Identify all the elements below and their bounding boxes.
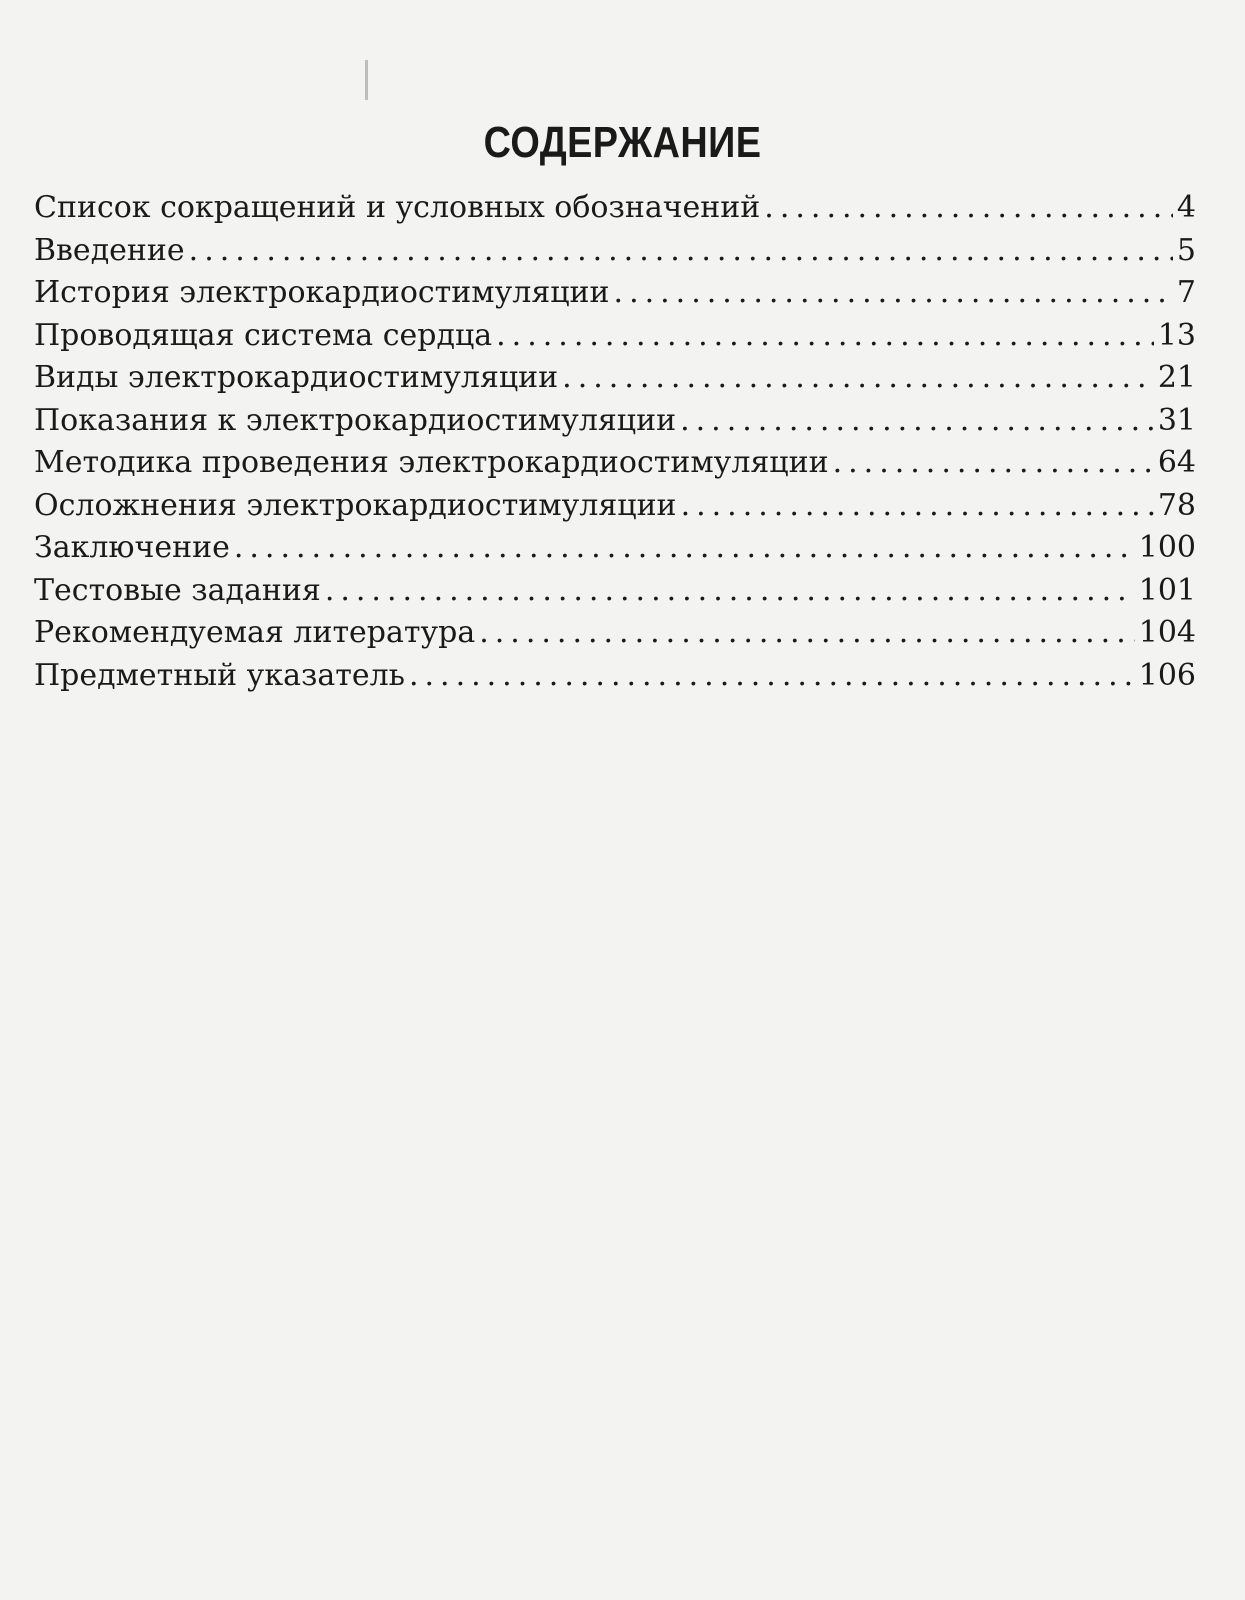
toc-entry-label: Проводящая система сердца xyxy=(34,317,493,353)
toc-leader-dots xyxy=(614,275,1173,310)
toc-entry[interactable] xyxy=(34,403,1196,446)
toc-entry-label: Осложнения электрокардиостимуляции xyxy=(34,487,677,523)
toc-entry-page: 106 xyxy=(1138,657,1196,693)
toc-entry-page: 7 xyxy=(1176,275,1196,310)
toc-leader-dots xyxy=(680,403,1154,438)
toc-leader-dots xyxy=(496,318,1154,353)
toc-leader-dots xyxy=(562,360,1154,395)
toc-entry-label: Тестовые задания xyxy=(34,572,321,608)
toc-entry-label: Виды электрокардиостимуляции xyxy=(34,360,559,395)
toc-entry[interactable] xyxy=(34,233,1196,276)
toc-entry-label: Предметный указатель xyxy=(34,657,405,693)
page-mark xyxy=(365,60,368,100)
toc-entry-page: 4 xyxy=(1176,190,1196,225)
toc-leader-dots xyxy=(189,233,1173,268)
toc-entry-page: 13 xyxy=(1157,317,1196,353)
toc-entry-label: Показания к электрокардиостимуляции xyxy=(34,402,677,438)
toc-entry-page: 78 xyxy=(1157,487,1196,523)
toc-entry[interactable] xyxy=(34,190,1196,233)
toc-leader-dots xyxy=(325,573,1135,608)
toc-entry[interactable] xyxy=(34,658,1196,701)
toc-entry-label: Методика проведения электрокардиостимуляции xyxy=(34,445,829,480)
toc-entry[interactable] xyxy=(34,488,1196,531)
toc-entry-page: 104 xyxy=(1138,615,1196,650)
toc-leader-dots xyxy=(681,488,1154,523)
page-title: СОДЕРЖАНИЕ xyxy=(483,118,762,167)
toc-entry-label: Список сокращений и условных обозначений xyxy=(34,190,761,225)
toc-entry-label: История электрокардиостимуляции xyxy=(34,275,610,310)
toc-leader-dots xyxy=(833,445,1154,480)
toc-entry-page: 31 xyxy=(1157,402,1196,438)
toc-entry-label: Введение xyxy=(34,232,185,268)
toc-entry-label: Рекомендуемая литература xyxy=(34,615,476,650)
toc-entry[interactable] xyxy=(34,445,1196,488)
toc-entry-page: 5 xyxy=(1176,232,1196,268)
toc-entry-page: 21 xyxy=(1157,360,1196,395)
toc-entry[interactable] xyxy=(34,615,1196,658)
toc-entry[interactable] xyxy=(34,318,1196,361)
toc-leader-dots xyxy=(409,658,1135,693)
toc-leader-dots xyxy=(234,530,1135,565)
toc-entry[interactable] xyxy=(34,530,1196,573)
toc-leader-dots xyxy=(764,190,1173,225)
table-of-contents xyxy=(34,190,1196,700)
toc-entry-page: 100 xyxy=(1138,530,1196,565)
toc-leader-dots xyxy=(479,615,1135,650)
toc-entry[interactable] xyxy=(34,573,1196,616)
toc-entry-page: 64 xyxy=(1157,445,1196,480)
toc-entry[interactable] xyxy=(34,360,1196,403)
toc-entry-page: 101 xyxy=(1138,572,1196,608)
toc-entry[interactable] xyxy=(34,275,1196,318)
toc-entry-label: Заключение xyxy=(34,530,230,565)
